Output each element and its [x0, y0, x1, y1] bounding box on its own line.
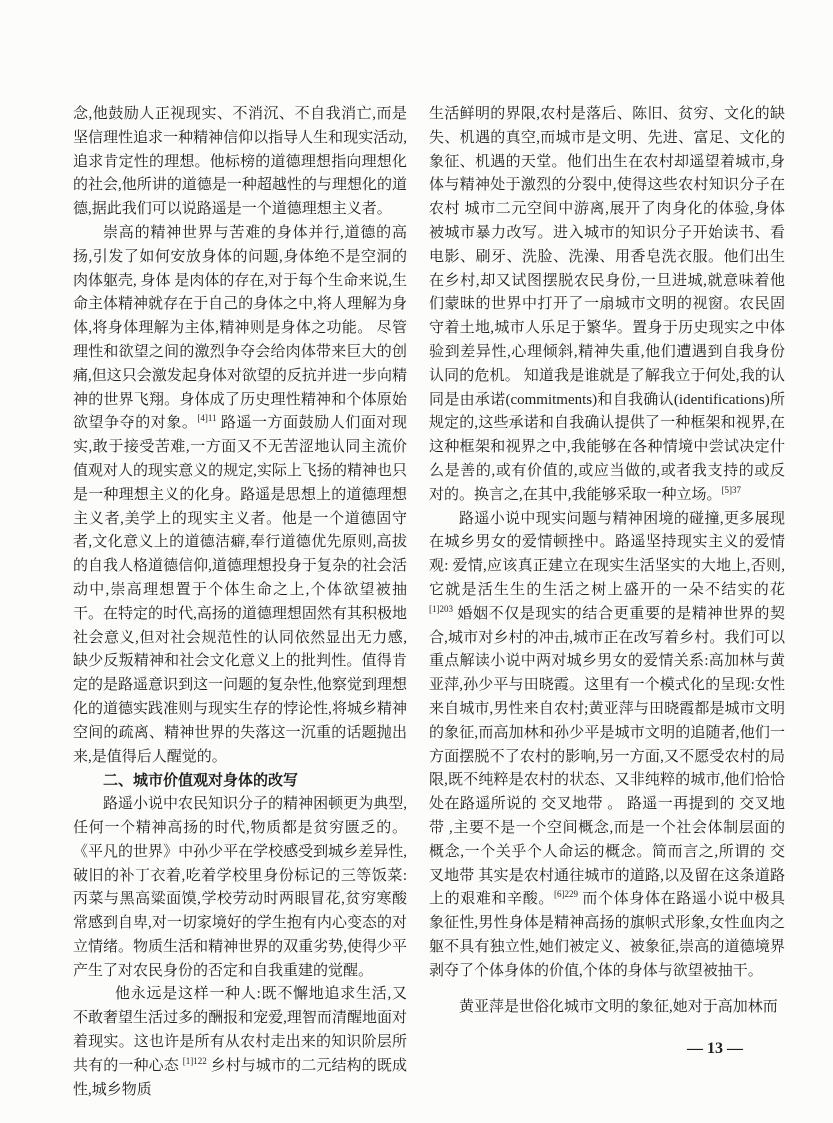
section-heading: 二、城市价值观对身体的改写 [103, 772, 299, 790]
citation-ref: [1]203 [429, 603, 453, 614]
citation-ref: [6]229 [554, 889, 579, 900]
column-right [429, 103, 785, 1102]
body-paragraph: 念,他鼓励人正视现实、不消沉、不自我消亡,而是坚信理性追求一种精神信仰以指导人生和现实活动,追求肯定性的理想。他标榜的道德理想指向理想化的社会,他所讲的道德是一种超越性的与理想化的道德,据此我们可以说路遥是一个道德理想主义者。 [73, 106, 407, 218]
citation-ref: [4]11 [197, 413, 217, 424]
two-column-text-area [73, 103, 785, 1102]
citation-ref: [5]37 [721, 484, 742, 495]
body-paragraph: 生活鲜明的界限,农村是落后、陈旧、贫穷、文化的缺失、机遇的真空,而城市是文明、先进、富足、文化的象征、机遇的天堂。他们出生在农村却遥望着城市,身体与精神处于激烈的分裂中,使得这些农村知识分子在农村 城市二元空间中游离,展开了肉身化的体验,身体被城市暴力改写。进入城市的知识分子开始读书、看电影、刷牙、洗脸、洗澡、用香皂洗衣服。他们出生在乡村,却又试图摆脱农民身份,一旦进城,就意味着他们蒙昧的世界中打开了一扇城市文明的视窗。农民固守着土地,城市人乐足于繁华。置身于历史现实之中体验到差异性,心理倾斜,精神失重,他们遭遇到自我身份认同的危机。 知道我是谁就是了解我立于何处,我的认同是由承诺(commitments)和自我确认(identifications)所规定的,这些承诺和自我确认提供了一种框架和视界,在这种框架和视界之中,我能够在各种情境中尝试决定什么是善的,或有价值的,或应当做的,或者我支持的或反对的。换言之,在其中,我能够采取一种立场。$^{[5]37}$ [429, 106, 785, 503]
citation-ref: [1]122 [182, 1055, 207, 1066]
body-paragraph: 路遥小说中农民知识分子的精神困顿更为典型,任何一个精神高扬的时代,物质都是贫穷匮乏的。《平凡的世界》中孙少平在学校感受到城乡差异性,破旧的补丁衣着,吃着学校里身份标记的三等饭菜:丙菜与黑高粱面馍,学校劳动时两眼冒花,贫穷寒酸常感到自卑,对一切家境好的学生抱有内心变态的对立情绪。物质生活和精神世界的双重劣势,使得少平产生了对农民身份的否定和自我重建的觉醒。 [73, 796, 407, 979]
page-number: — 13 — [687, 1040, 743, 1057]
body-paragraph: 他永远是这样一种人:既不懈地追求生活,又不敢奢望生活过多的酬报和宠爱,理智而清醒地面对着现实。这也许是所有从农村走出来的知识阶层所共有的一种心态 $^{[1]122}$ 乡村与城市的二元结构的既成性,城乡物质 [73, 986, 407, 1098]
column-left [73, 103, 407, 1102]
body-paragraph: 黄亚萍是世俗化城市文明的象征,她对于高加林而 [459, 999, 778, 1016]
body-paragraph: 崇高的精神世界与苦难的身体并行,道德的高扬,引发了如何安放身体的问题,身体绝不是空洞的肉体躯壳, 身体 是肉体的存在,对于每个生命来说,生命主体精神就存在于自己的身体之中,将人理解为身体,将身体理解为主体,精神则是身体之功能。 尽管理性和欲望之间的激烈争夺会给肉体带来巨大的创痛,但这只会激发起身体对欲望的反抗并进一步向精神的世界飞翔。身体成了历史理性精神和个体原始欲望争夺的对象。$^{[4]11}$ 路遥一方面鼓励人们面对现实,敢于接受苦难,一方面又不无苦涩地认同主流价值观对人的现实意义的规定,实际上飞扬的精神也只是一种理想主义的化身。路遥是思想上的道德理想主义者,美学上的现实主义者。他是一个道德固守者,文化意义上的道德洁癖,奉行道德优先原则,高拔的自我人格道德信仰,道德理想投身于复杂的社会活动中,崇高理想置于个体生命之上,个体欲望被抽干。在特定的时代,高扬的道德理想固然有其积极地社会意义,但对社会规范性的认同依然显出无力感,缺少反叛精神和社会文化意义上的批判性。值得肯定的是路遥意识到这一问题的复杂性,他察觉到理想化的道德实践准则与现实生存的悖论性,将城乡精神空间的疏离、精神世界的失落这一沉重的话题抛出来,是值得后人醒觉的。 [73, 224, 407, 765]
body-paragraph: 路遥小说中现实问题与精神困境的碰撞,更多展现在城乡男女的爱情顿挫中。路遥坚持现实主义的爱情观: 爱情,应该真正建立在现实生活坚实的大地上,否则,它就是活生生的生活之树上盛开的一朵不结实的花 $^{[1]203}$ 婚姻不仅是现实的结合更重要的是精神世界的契合,城市对乡村的冲击,城市正在改写着乡村。我们可以重点解读小说中两对城乡男女的爱情关系:高加林与黄亚萍,孙少平与田晓霞。这里有一个模式化的呈现:女性来自城市,男性来自农村;黄亚萍与田晓霞都是城市文明的象征,而高加林和孙少平是城市文明的追随者,他们一方面摆脱不了农村的影响,另一方面,又不愿受农村的局限,既不纯粹是农村的状态、又非纯粹的城市,他们恰恰处在路遥所说的 交叉地带 。 路遥一再提到的 交叉地带 ,主要不是一个空间概念,而是一个社会体制层面的概念,一个关乎个人命运的概念。简而言之,所谓的 交叉地带 其实是农村通往城市的道路,以及留在这条道路上的艰难和辛酸。$^{[6]229}$ 而个体身体在路遥小说中极具象征性,男性身体是精神高扬的旗帜式形象,女性血肉之躯不具有独立性,她们被定义、被象征,崇高的道德境界剥夺了个体身体的价值,个体的身体与欲望被抽干。 [429, 510, 785, 979]
